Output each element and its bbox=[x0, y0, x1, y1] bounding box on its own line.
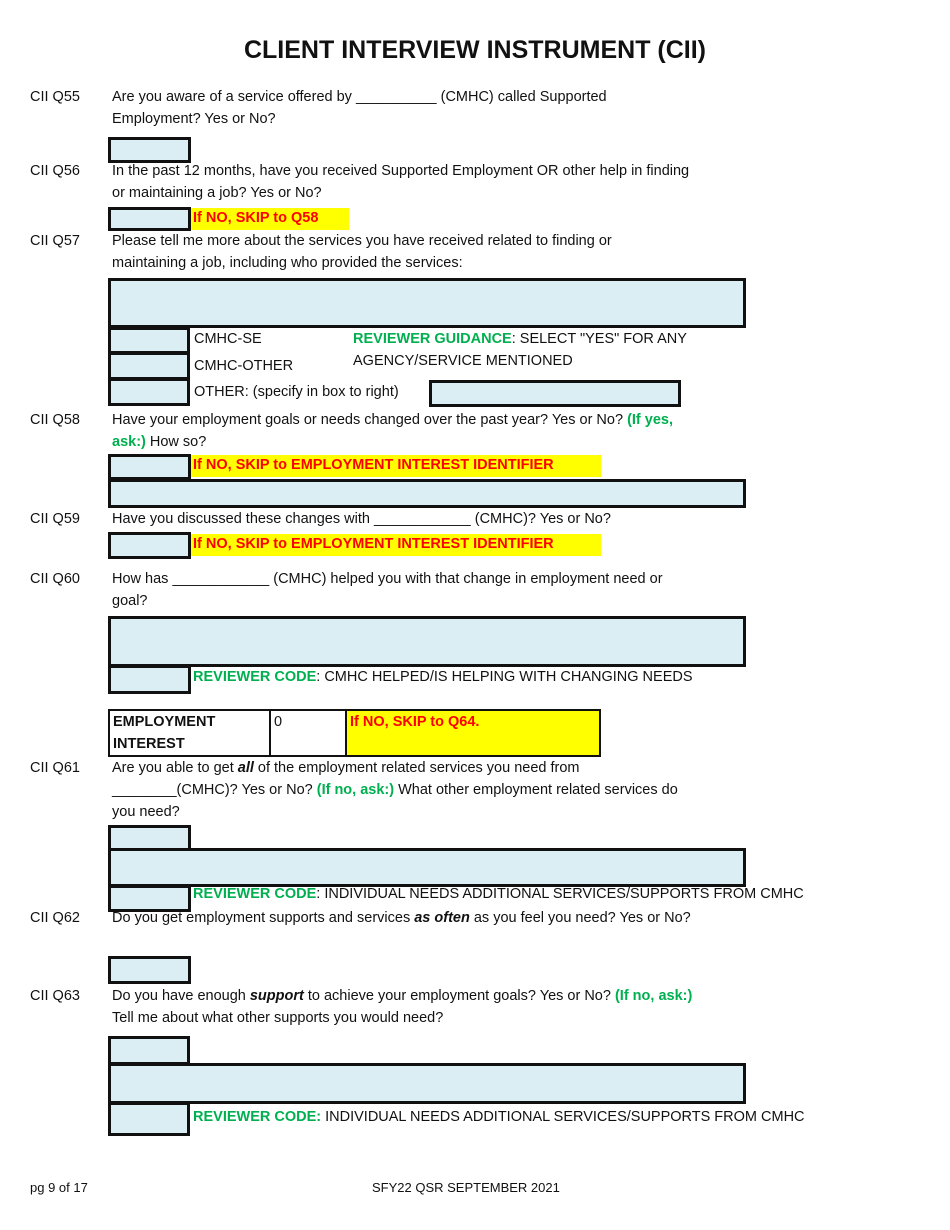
q63-reviewer-code bbox=[193, 1108, 805, 1126]
q57-option-cmhc-other: CMHC-OTHER bbox=[194, 358, 294, 374]
q58-ask: ask:) bbox=[112, 434, 146, 450]
q57-option-cmhc-se: CMHC-SE bbox=[194, 331, 262, 347]
q56-answer-field[interactable] bbox=[108, 207, 191, 231]
q62-c: as you feel you need? Yes or No? bbox=[469, 910, 691, 926]
reviewer-guidance-label: REVIEWER GUIDANCE bbox=[353, 331, 512, 347]
q61-code-field[interactable] bbox=[108, 885, 191, 912]
q55-label: CII Q55 bbox=[30, 89, 80, 105]
q55-text-2: Employment? Yes or No? bbox=[112, 111, 276, 127]
q55-text: Are you aware of a service offered by __________ (CMHC) called Supported bbox=[112, 89, 607, 105]
q58-label: CII Q58 bbox=[30, 412, 80, 428]
q63-answer-field[interactable] bbox=[108, 1036, 190, 1065]
q62-emph: as often bbox=[414, 910, 470, 926]
q62-a: Do you get employment supports and services bbox=[112, 910, 415, 926]
footer-title: SFY22 QSR SEPTEMBER 2021 bbox=[372, 1180, 560, 1195]
q57-text-2: maintaining a job, including who provided the services: bbox=[112, 255, 463, 271]
q63-code-field[interactable] bbox=[108, 1102, 190, 1136]
q57-other-field[interactable] bbox=[108, 378, 190, 406]
q57-reviewer-guidance-2: AGENCY/SERVICE MENTIONED bbox=[353, 353, 573, 369]
q61-text-2 bbox=[112, 781, 678, 799]
q61-text bbox=[112, 759, 579, 777]
q60-label: CII Q60 bbox=[30, 571, 80, 587]
q61-emph: all bbox=[237, 760, 254, 776]
q56-label: CII Q56 bbox=[30, 163, 80, 179]
q59-label: CII Q59 bbox=[30, 511, 80, 527]
reviewer-code-label: REVIEWER CODE bbox=[193, 669, 317, 685]
q61-label: CII Q61 bbox=[30, 760, 80, 776]
interest-label-1: EMPLOYMENT bbox=[113, 714, 216, 730]
employment-interest-value[interactable]: 0 bbox=[269, 709, 347, 757]
q61-ask: (If no, ask:) bbox=[316, 782, 395, 798]
reviewer-code-text: INDIVIDUAL NEEDS ADDITIONAL SERVICES/SUPPORTS FROM CMHC bbox=[321, 1109, 805, 1125]
interest-label-2: INTEREST bbox=[113, 736, 185, 752]
q63-text-2: Tell me about what other supports you would need? bbox=[112, 1010, 444, 1026]
q60-code-field[interactable] bbox=[108, 665, 191, 694]
q57-cmhc-other-field[interactable] bbox=[108, 352, 190, 380]
q57-response-field[interactable] bbox=[108, 278, 746, 328]
q61-a: Are you able to get bbox=[112, 760, 238, 776]
q57-other-specify-field[interactable] bbox=[429, 380, 681, 407]
q61-l2a: ________(CMHC)? Yes or No? bbox=[112, 782, 317, 798]
reviewer-code-text: : INDIVIDUAL NEEDS ADDITIONAL SERVICES/SUPPORTS FROM CMHC bbox=[316, 886, 804, 902]
q57-reviewer-guidance bbox=[353, 330, 687, 348]
q57-label: CII Q57 bbox=[30, 233, 80, 249]
q59-skip-note: If NO, SKIP to EMPLOYMENT INTEREST IDENTIFIER bbox=[191, 534, 601, 556]
q61-l2b: What other employment related services do bbox=[394, 782, 678, 798]
q56-text-2: or maintaining a job? Yes or No? bbox=[112, 185, 322, 201]
q63-text bbox=[112, 987, 692, 1005]
q56-text: In the past 12 months, have you received Supported Employment OR other help in finding bbox=[112, 163, 690, 179]
q63-emph: support bbox=[249, 988, 304, 1004]
q62-label: CII Q62 bbox=[30, 910, 80, 926]
q59-text: Have you discussed these changes with ____________ (CMHC)? Yes or No? bbox=[112, 511, 611, 527]
q61-text-3: you need? bbox=[112, 804, 180, 820]
q63-a: Do you have enough bbox=[112, 988, 250, 1004]
reviewer-code-label: REVIEWER CODE bbox=[193, 886, 317, 902]
q57-cmhc-se-field[interactable] bbox=[108, 327, 190, 354]
reviewer-code-text: : CMHC HELPED/IS HELPING WITH CHANGING NEEDS bbox=[316, 669, 693, 685]
q61-response-field[interactable] bbox=[108, 848, 746, 887]
q58-response-field[interactable] bbox=[108, 479, 746, 508]
page-title: CLIENT INTERVIEW INSTRUMENT (CII) bbox=[243, 36, 707, 64]
reviewer-guidance-text: : SELECT "YES" FOR ANY bbox=[511, 331, 687, 347]
q63-response-field[interactable] bbox=[108, 1063, 746, 1104]
q61-reviewer-code bbox=[193, 885, 804, 903]
q62-text bbox=[112, 909, 691, 927]
q60-text-2: goal? bbox=[112, 593, 148, 609]
q63-c: to achieve your employment goals? Yes or No? bbox=[303, 988, 615, 1004]
q57-text: Please tell me more about the services you have received related to finding or bbox=[112, 233, 612, 249]
q63-label: CII Q63 bbox=[30, 988, 80, 1004]
q63-ask: (If no, ask:) bbox=[614, 988, 693, 1004]
q59-answer-field[interactable] bbox=[108, 532, 191, 559]
q58-text bbox=[112, 411, 673, 429]
q58-skip-note: If NO, SKIP to EMPLOYMENT INTEREST IDENTIFIER bbox=[191, 455, 601, 477]
page-number: pg 9 of 17 bbox=[30, 1180, 88, 1195]
q60-reviewer-code bbox=[193, 668, 693, 686]
q60-response-field[interactable] bbox=[108, 616, 746, 667]
q57-option-other: OTHER: (specify in box to right) bbox=[194, 384, 399, 400]
q55-answer-field[interactable] bbox=[108, 137, 191, 163]
q62-answer-field[interactable] bbox=[108, 956, 191, 984]
q58-answer-field[interactable] bbox=[108, 454, 191, 480]
q58-if-yes: (If yes, bbox=[627, 412, 674, 428]
q58-text-main: Have your employment goals or needs changed over the past year? Yes or No? bbox=[112, 412, 624, 428]
q61-c: of the employment related services you need from bbox=[253, 760, 580, 776]
employment-interest-skip-note: If NO, SKIP to Q64. bbox=[345, 709, 601, 757]
reviewer-code-label: REVIEWER CODE: bbox=[193, 1109, 322, 1125]
q58-how-so: How so? bbox=[145, 434, 207, 450]
q56-skip-note: If NO, SKIP to Q58 bbox=[191, 208, 349, 230]
employment-interest-label bbox=[108, 709, 271, 757]
q60-text: How has ____________ (CMHC) helped you with that change in employment need or bbox=[112, 571, 663, 587]
q58-text-2 bbox=[112, 433, 206, 451]
